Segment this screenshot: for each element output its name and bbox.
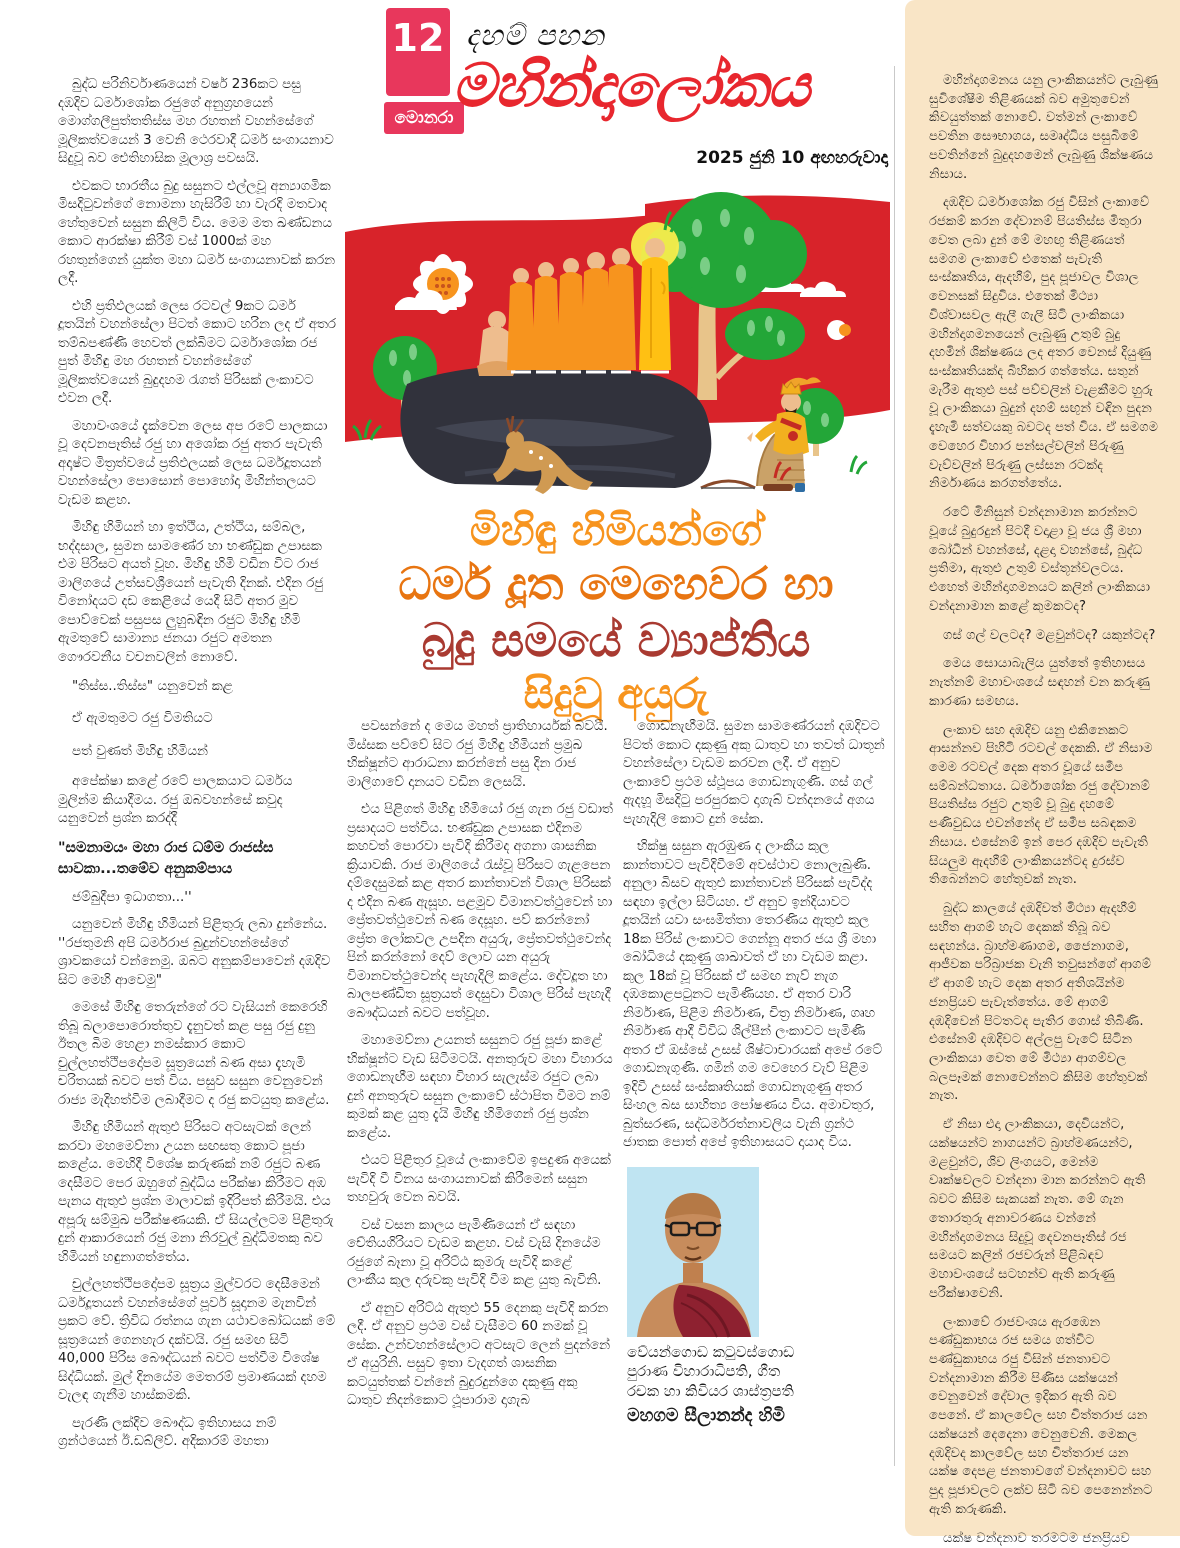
body-paragraph: එය පිළිගත් මිහිඳු හිමියෝ රජු ගැන රජු වඩාත් ප්‍රසාදයට පත්විය. භණ්ඩුක උපාසක එදිනම කහවත් පොරවා පැවිදි කිරීමද අගනා ශාසනික ක්‍රියාවකි. රාජ මාලිගයේ රැස්වූ පිරිසට ගැළපෙන දම්දෙසුමක් කළ අතර කාන්තාවන් විශාල පිරිසක් ද එදින බණ ඇසූහ. පළමුව විමානවත්ථුවෙන් හා ප්‍රේතවත්ථුවෙන් බණ දෙසූහ. පව් කරන්නෝ ප්‍රේත ලෝකවල උපදින අයුරු, ප්‍රේතවත්ථුවෙන්ද පින් කරන්නෝ දෙව් ලොව යන අයුරු විමානවත්ථුවෙන්ද පැහැදිලි කළේය. දේවදූත හා බාලපණ්ඩිත සූත්‍රයත් දෙසුවා විශාල පිරිස් පැහැදී බෞද්ධයන් බවට පත්වූහ. (347, 802, 613, 1021)
sidebar-paragraph: රටේ මිනිසුන් වන්දනාමාන කරන්නට වූයේ බුදුරදුන් පිටදී වදාළා වූ ජය ශ්‍රී මහා බෝධීන් වහන්සේ, දළදා වහන්සේ, බුද්ධ ප්‍රතිමා, ඇතුළු උතුම් වස්තූන්වලටය. එහෙත් මහින්දාගමනයට කලින් ලාංකිකයා වන්දනාමාන කළේ කුමකටද? (929, 505, 1151, 614)
body-paragraph: භික්ෂු සසුන ඇරඹුණ ද ලාංකීය කුල කාන්තාවට පැවිදිවීමේ අවස්ථාව නොලැබුණි. අනුලා බිසව ඇතුළු කාන්තාවන් පිරිසක් පැවිද්ද සඳහා ඉල්ලා සිටියහ. ඒ අනුව ඉන්දියාවට දූතයින් යවා සංඝමිත්තා තෙරණිය ඇතුළු කුල 18ක පිරිස් ලංකාවට ගෙන්නූ අතර ජය ශ්‍රී මහා බෝධියේ දකුණු ශාඛාවත් ඒ හා වැඩම කළා. කුල 18ක් වූ පිරිසක් ඒ සමඟ නැව් නැග දඹකොළපටුනට පැමිණියහ. ඒ අතර වාරි නිර්මාණ, පිළිම නිර්මාණ, චිත්‍ර නිර්මාණ, ගෘහ නිර්මාණ ආදී විවිධ ශිල්පීන් ලංකාවට පැමිණි අතර ඒ ඔස්සේ උසස් ශිෂ්ටාචාරයක් අපේ රටේ ගොඩනැගුණි. ගමින් ගම වෙහෙර වැව් පිළිම ඉදිවී උසස් සංස්කෘතියක් ගොඩනැගුණු අතර සිංහල බස සාහිත්‍ය පෝෂණය විය. අමාවතුර, බුත්සරණ, සද්ධර්මරත්නාවලිය වැනි ග්‍රන්ථ ජාතක පොත් අපේ ඉතිහාසයට දායාද විය. (623, 839, 883, 1150)
article-headline (340, 505, 892, 720)
author-caption-line: රචක හා කිවියර ශාස්ත්‍රපති (627, 1382, 794, 1401)
dateline: 2025 ජුනි 10 අඟහරුවාදා (696, 148, 888, 168)
body-column-1 (58, 76, 336, 1461)
pull-quote-line: ඒ ඇමතුමට රජු විමතියට (72, 711, 213, 727)
body-paragraph: යනුවෙන් මිහිඳු හිමියන් පිළිතුරු ලබා දුන්නේය. ''රජතුමනි අපි ධර්මරාජ බුදුන්වහන්සේගේ ශ්‍රාවකයෝ වන්නෙමු. ඔබට අනුකම්පාවෙන් දඹදිව සිට මෙහි ආවෙමු" (58, 917, 331, 988)
sidebar-paragraph: ලංකාව සහ දඹදිව යනු එකිනෙකට ආසන්නව පිහිටි රටවල් දෙකකි. ඒ නිසාම මෙම රටවල් දෙක අතර වූයේ සමීප සම්බන්ධතාය. ධර්මාශෝක රජු දේවානම් පියතිස්ස රජුට උතුම් වූ බුදු දහමේ පණිවුඩය එවන්නේද ඒ සමීප සබඳකම නිසාය. එසේනම් ඉන් පෙර දඹදිව පැවැති සියලුම ඇදහීම් ලාංකිකයන්ටද දුරස්ව තිබෙන්නට හේතුවක් නැත. (929, 722, 1153, 888)
page-number: 12 (391, 16, 445, 60)
body-paragraph: අපේක්ෂා කළේ රටේ පාලකයාට ධර්මය මුලින්ම කියාදීමය. රජු ඔබවහන්සේ කවුද යනුවෙන් ප්‍රශ්න කරද්දී (58, 774, 293, 827)
author-photo (627, 1167, 759, 1337)
body-paragraph: පැරණි ලක්දිව බෞද්ධ ඉතිහාසය නම් ග්‍රන්ථයෙන් ඊ.ඩබ්ලිව්. අදිකාරම් මහතා (58, 1415, 277, 1450)
author-name: මහගම සීලානන්ද හිමි (627, 1405, 785, 1426)
body-paragraph: එයට පිළිතුර වූයේ ලංකාවේම ඉපදුණ අයෙක් පැවිදි වී විනය සංගායනාවක් කිරීමෙන් සසුන තහවුරු වෙන බවයි. (347, 1153, 611, 1205)
author-caption-line: වේයන්ගොඩ කටුවස්ගොඩ (627, 1342, 795, 1361)
pull-quote-line: පත් වුණත් මිහිඳු හිමියන් (72, 743, 208, 759)
headline-line: මිහිඳු හිමියන්ගේ (469, 506, 763, 556)
body-paragraph: මිහිඳු හිමියන් හා ඉත්ථිය, උත්ථිය, සම්බල, භද්දසාල, සුමන සාමණේර හා භණ්ඩුක උපාසක එම පිරිසට අයත් වූහ. මිහිඳු හිමි වඩින විට රාජ මාලිගයේ උත්සවශ්‍රීයෙන් පැවැති දිනක්. එදින රජු විනෝදයට දඩ කෙළියේ යෙදී සිටි අතර මුව පොව්වෙක් පසුපස ලුහුබඳින රජුට මිහිඳු හිමි ඇමතුවේ සාමාන්‍ය ජනයා රජුට අමතන ගෞරවනීය වචනවලින් නොවේ. (58, 520, 324, 665)
body-paragraph: චුල්ලහත්ථිපදෝපම සූත්‍රය මුල්වරට දෙසීමෙන් ධර්මදූතයන් වහන්සේගේ පූර්ව සූදානම මැනවින් ප්‍රකට වේ. ත්‍රිවිධ රත්නය ගැන යථාවබෝධයක් මේ සූත්‍රයෙන් ගෙනහැර දක්වයි. රජු සමඟ සිටි 40,000 පිරිස බෞද්ධයන් බවට පත්වීම විශේෂ සිද්ධියක්. මුල් දිනයේම මෙතරම් ප්‍රමාණයක් දහම වැලඳ ගැනීම හාස්කමකි. (58, 1277, 336, 1404)
sidebar-paragraph: මහින්දාගමනය යනු ලාංකිකයන්ට ලැබුණු සුවිශේෂීම තිළිණයක් බව අමුතුවෙන් කිවයුත්තක් නොවේ. වත්මන් ලංකාවේ පවතින සෞභාගය, සමෘද්ධිය පසුබිමේ පවතින්නේ බුදුදහමෙන් ලැබුණු ශික්ෂණය නිසාය. (929, 73, 1159, 182)
sidebar-paragraph: දඹදිව ධර්මාශෝක රජු විසින් ලංකාවේ රජකම් කරන දේවානම් පියතිස්ස මිතුරා වෙත ලබා දුන් මේ මහඟු තිළිණයත් සමගම ලංකාවේ එතෙක් පැවැති සංස්කෘතිය, ඇදහීම්, පුද පූජාවල විශාල වෙනසක් සිදුවිය. එතෙක් මිථ්‍යා විශ්වාසවල ඇලී ගැලී සිටි ලාංකිකයා මහින්දාගමනයෙන් ලැබුණු උතුම් බුදු දහමින් ශික්ෂණය ලද අතර වෙනස් දියුණු සංස්කෘතියක්ද බිහිකර ගත්තේය. සතුන් මැරීම ඇතුළු පස් පව්වලින් වැළකීමට හුරු වූ ලාංකිකයා බුදුන් දහම් සඟුන් වඳින පුදන දැහැමි සත්වයකු බවටද පත් විය. ඒ සමගම වෙහෙර විහාර පන්සල්වලින් පිරුණු වැව්වලින් පිරුණු ලස්සන රටක්ද නිර්මාණය කරගත්තේය. (929, 195, 1159, 492)
sidebar-commentary (905, 0, 1180, 1546)
headline-line: ධර්ම දූත මෙහෙවර හා (398, 557, 834, 611)
sidebar-paragraph: ගස් ගල් වලටද? මළවුන්ටද? යකුන්ටද? (943, 627, 1156, 643)
body-paragraph: ඒ අනුව අරිට්ඨ ඇතුළු 55 දෙනකු පැවිදි කරන ලදී. ඒ අනුව ප්‍රථම වස් වැසීමට 60 නමක් වූ සේක. උන්වහන්සේලාට අටසැට ලෙන් පුදන්නේ ඒ අයුරිනි. පසුව ඉතා වැදගත් ශාසනික කටයුත්තක් වන්නේ බුදුරදුන්ගෙ දකුණු අකු ධාතුව නිදන්කොට ථූපාරාම දාගැබ (347, 1300, 610, 1408)
sidebar-paragraph: යක්ෂ වන්දනාව තරමටම ජනප්‍රියව (943, 1530, 1130, 1546)
body-paragraph: මහාවංශයේ දැක්වෙන ලෙස අප රටේ පාලකයා වූ දෙවනපෑතිස් රජු හා අශෝක රජු අතර පැවැති අදෘෂ්ට මිත්‍රත්වයේ ප්‍රතිඵලයක් ලෙස ධර්මදූතයන් වහන්සේලා පොසොන් පොහෝදා මිහින්තලයට වැඩම කළහ. (58, 418, 328, 508)
sidebar-paragraph: මෙය සොයාබැලිය යුත්තේ ඉතිහාසය නැත්නම් මහාවංශයේ සඳහන් වන කරුණු කාරණා සමඟය. (929, 656, 1151, 709)
author-caption-line: පුරාණ විහාරාධිපති, ගීත (627, 1362, 781, 1381)
body-paragraph: බුද්ධ පරිනිර්වාණයෙන් වර්ෂ 236කට පසු දඹදිව ධර්මාශෝක රජුගේ අනුග්‍රහයෙන් මොග්ගලීපුත්තතිස්ස මහ රහතන් වහන්සේගේ මූලිකත්වයෙන් 3 වෙනි ථෙරවාදී ධර්ම සංගායනාව සිදුවූ බව ඓතිහාසික මූලාශ්‍ර පවසයි. (58, 77, 334, 166)
body-column-3 (623, 718, 889, 1428)
pali-quote: ජම්බුදීපා ඉධාගතා...'' (72, 889, 192, 905)
pull-quote-line: "තිස්ස..තිස්ස" යනුවෙන් කළ (72, 679, 233, 694)
sidebar-paragraph: ලංකාවේ රාජවංශය ඇරඹෙන පණ්ඩුකාභය රජ සමය ගත්විට පණ්ඩුකාභය රජු විසින් ජනතාවට වන්දනාමාන කිරීම පිණිස යක්ෂයන් වෙනුවෙන් දේවාල ඉදිකර ඇති බව පෙනේ. ඒ කාලවේල සහ චිත්තරාජ යන යක්ෂයන් දෙදෙනා වෙනුවෙනි. මෙකල දඹදිවද කාලවේල සහ චිත්තරාජ යන යක්ෂ දෙපළ ජනතාවගේ වන්දනාවට සහ පුද පූජාවලට ලක්ව සිටි බව පෙනෙන්නට ඇති කරුණකි. (929, 1314, 1153, 1517)
masthead-title: මහින්දාලෝකය (452, 51, 809, 121)
body-paragraph: එහි ප්‍රතිඵලයක් ලෙස රටවල් 9කට ධර්ම දූතයින් වහන්සේලා පිටත් කොට හරින ලද ඒ අතර තම්බපණ්ණි හෙවත් ලක්බිමට ධර්මාශෝක රජ පුත් මිහිඳු මහ රහතන් වහන්සේගේ මූලිකත්වයෙන් බුදුදහම රැගත් පිරිසක් ලංකාවට එවන ලදී. (58, 298, 336, 406)
headline-line: සිදුවූ අයුරු (523, 669, 709, 719)
author-caption (627, 1343, 889, 1402)
body-paragraph: මහාමෙව්නා උයනත් සසුනට රජු පූජා කළේ භික්ෂූන්ට වැඩ සිටීමටයි. අනතුරුව මහා විහාරය ගොඩනැඟීම සඳහා විහාර සැලැස්ම රජුට ලබා දුන් අනතුරුව සසුන ලංකාවේ ස්ථාපිත වීමට නම් කුමක් කළ යුතු දැයි මිහිඳු හිමිගෙන් රජු ප්‍රශ්න කළේය. (347, 1033, 613, 1141)
small-flower-icon (839, 324, 851, 336)
feature-illustration (345, 188, 890, 500)
section-label: දහම් පහන (466, 18, 605, 52)
sidebar-paragraph: ඒ නිසා එදා ලාංකිකයා, දෙවියන්ට, යක්ෂයන්ට නාගයන්ට බ්‍රාහ්මණයන්ට, මළවුන්ට, ශිව ලිංගයට, මෙන්ම වෘක්ෂවලට වන්දනා මාන කරන්නට ඇති බවට කිසිම සැකයක් නැත. මේ ගැන තොරතුරු අනාවරණය වන්නේ මහින්දාගමනය සිදුවූ දෙවනපෑතිස් රජ සමයට කලින් රජවරුන් පිළිබඳව මහාවංශයේ සටහන්ව ඇති කරුණු පරීක්ෂාවෙනි. (929, 1117, 1146, 1301)
body-paragraph: මිහිඳු හිමියන් ඇතුළු පිරිසට අටසැටක් ලෙන් කරවා මහමෙව්නා උයන සඟසතු කොට පූජා කළේය. මෙහිදී විශේෂ කරුණක් නම් රජුට බණ දෙසීමට පෙර ඔහුගේ බුද්ධිය පරීක්ෂා කිරීමට අඹ පැනය ඇතුළු ප්‍රශ්න මාලාවක් ඉදිරිපත් කිරීමයි. එය අපූරු සම්මුඛ පරීක්ෂණයකි. ඒ සියල්ලටම පිළිතුරු දුන් ආකාරයෙන් රජු මනා නිරවුල් බුද්ධිමතකු බව හිමියන් හඳුනාගත්තේය. (58, 1120, 334, 1265)
page-number-badge (386, 8, 450, 96)
logo-text: මොනරා (394, 108, 454, 128)
column-divider (894, 66, 895, 1466)
body-paragraph: එවකට භාරතීය බුදු සසුනට එල්ලවූ අන්‍යාගමික මිසදිටුවන්ගේ නොමනා හැසිරීම් හා වැරදි මතවාද හේතුවෙන් සසුන කිලිටි විය. මෙම මත ඛණ්ඩනය කොට ආරක්ෂා කිරීම් වස් 1000ක් මහ රහතුන්ගෙන් යුක්ත මහා ධර්ම සංගායනාවක් කරන ලදී. (58, 178, 336, 286)
sidebar-paragraph: බුද්ධ කාලයේ දඹදිවත් මිථ්‍යා ඇදහීම් සහිත ආගම් හැට දෙකක් තිබූ බව සඳහන්ය. බ්‍රාහ්මණාගම, ජෛනාගම, ආජීවක පරිබ්‍රාජක වැනි තවුසන්ගේ ආගම් ඒ ආගම් හැට දෙක අතර අතිශයින්ම ජනප්‍රියව පැවැත්තේය. මේ ආගම් දඹදිවෙන් පිටතටද පැතිර ගොස් තිබිණි. එසේනම් දඹදිවට අල්ලපු වැටේ සිටින ලාංකිකයා වෙත මේ මිථ්‍යා ආගම්වල බලපෑමක් නොවෙන්නට කිසිම හේතුවක් නැත. (929, 901, 1152, 1104)
body-paragraph: මෙසේ මිහිඳු තෙරුන්ගේ රට වැසියන් කෙරෙහි තිබූ බලාපොරොත්තුව දැනුවත් කළ පසු රජු දුනු ඊතල බිම හෙළා නමස්කාර කොට චුල්ලහත්ථිපදෝපම සූත්‍රයෙන් බණ අසා දැහැමි චරිතයක් බවට පත් විය. පසුව සසුන වෙනුවෙන් රාජ්‍ය මැදිහත්වීම ලබාදීමට ද රජු කටයුතු කළේය. (58, 1000, 330, 1108)
body-column-2 (347, 718, 613, 1420)
body-paragraph: ගොඩනැඟීමයි. සුමන සාමණේරයන් දඹදිවට පිටත් කොට දකුණු අකු ධාතුව හා තවත් ධාතූන් වහන්සේලා වැඩම කරවන ලදී. ඒ අනුව ලංකාවේ ප්‍රථම ස්ථූපය ගොඩනැගුණි. ගස් ගල් ඇදහූ මිසදිටු පරපුරකට දාගැබ් වන්දනයේ අගය පැහැදිලි කොට දුන් සේක. (623, 719, 885, 827)
body-paragraph: පවසන්නේ ද මෙය මහත් ප්‍රාතිහාර්යක් බවයි. මිස්සක පව්වේ සිට රජු මිහිඳු හිමියන් ප්‍රමුඛ භික්ෂූන්ට ආරාධනා කරන්නේ පසු දින රාජ මාලිගාවේ දානයට වඩින ලෙසයි. (347, 719, 608, 790)
body-paragraph: වස් වසන කාලය පැමිණියෙන් ඒ සඳහා චේතියගිරියට වැඩම කළහ. වස් වැසි දිනයේම රජුගේ බෑනා වූ අරිට්ඨ කුමරු පැවිදි කළේ ලාංකීය කුල දරුවකු පැවිදි වීම කළ යුතු බැවිනි. (347, 1217, 602, 1288)
pali-quote-bold: "සමනාමයං මහා රාජ ධම්ම රාජස්ස සාවකා...තමේව අනුකම්පාය (58, 839, 274, 877)
headline-line: බුදු සමයේ ව්‍යාප්තිය (421, 613, 811, 668)
